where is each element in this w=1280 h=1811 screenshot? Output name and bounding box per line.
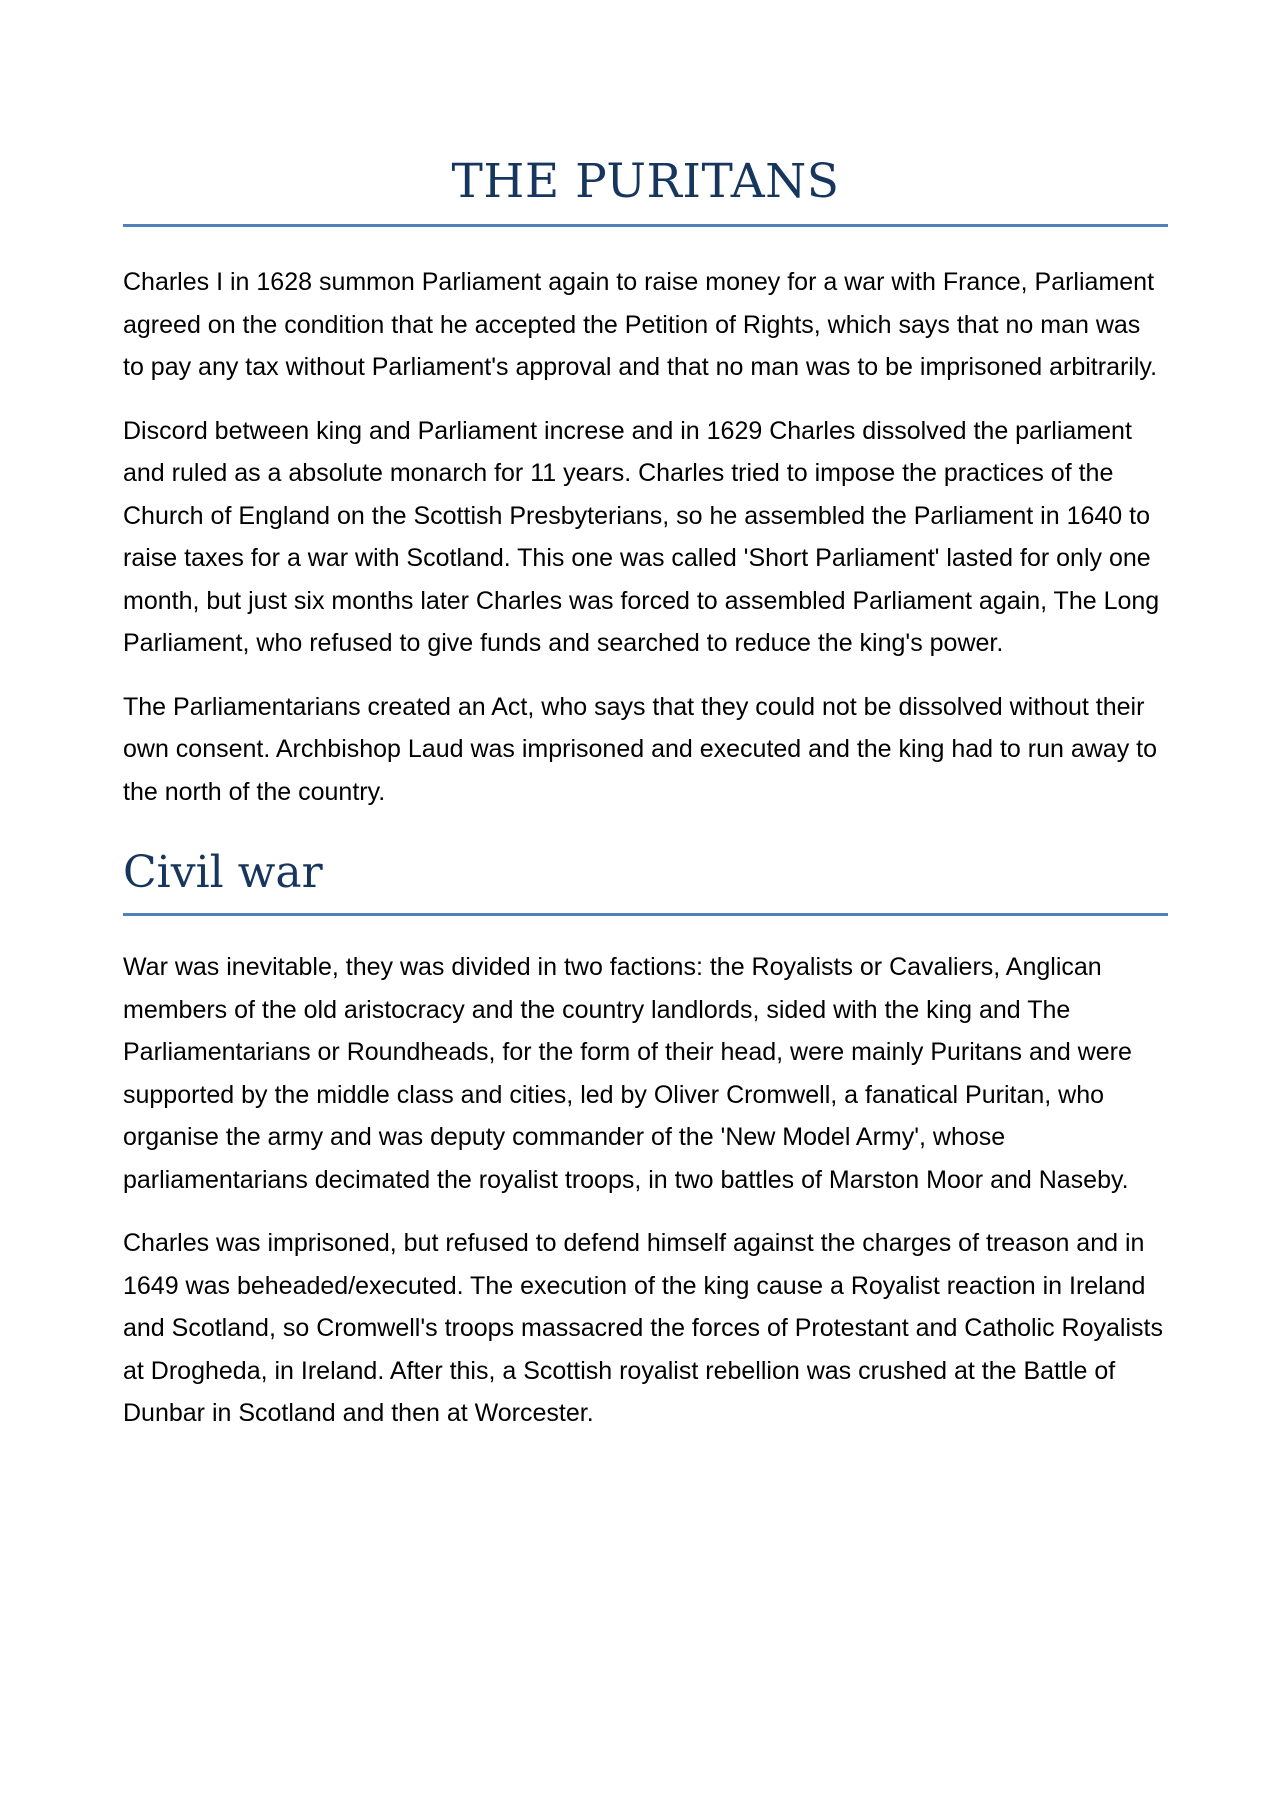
paragraph-factions: War was inevitable, they was divided in two factions: the Royalists or Cavaliers, Anglican members of the old aristocracy and the country landlords, sided with the king and The Parliamentarians or Roundheads, for the form of their head, were mainly Puritans and were supported by the middle class and cities, led by Oliver Cromwell, a fanatical Puritan, who organise the army and was deputy commander of the 'New Model Army', whose parliamentarians decimated the royalist troops, in two battles of Marston Moor and Naseby. <box>123 953 1132 1194</box>
page-title: THE PURITANS <box>451 154 840 209</box>
paragraph-petition-of-rights: Charles I in 1628 summon Parliament again to raise money for a war with France, Parliament agreed on the condition that he accepted the Petition of Rights, which says that no man was to pay any tax without Parliament's approval and that no man was to be imprisoned arbitrarily. <box>123 268 1158 381</box>
title-underline <box>123 224 1168 227</box>
paragraph-execution: Charles was imprisoned, but refused to defend himself against the charges of treason and in 1649 was beheaded/executed. The execution of the king cause a Royalist reaction in Ireland and Scotland, so Cromwell's troops massacred the forces of Protestant and Catholic Royalists at Drogheda, in Ireland. After this, a Scottish royalist rebellion was crushed at the Battle of Dunbar in Scotland and then at Worcester. <box>123 1229 1163 1427</box>
section-underline <box>123 913 1168 916</box>
paragraph-parliament-act: The Parliamentarians created an Act, who says that they could not be dissolved without their own consent. Archbishop Laud was imprisoned and executed and the king had to run away to the north of the country. <box>123 692 1158 806</box>
document-page <box>123 150 1168 1435</box>
section-heading-civil-war: Civil war <box>123 847 323 898</box>
paragraph-short-long-parliament: Discord between king and Parliament increse and in 1629 Charles dissolved the parliament and ruled as a absolute monarch for 11 years. Charles tried to impose the practices of the Church of England on the Scottish Presbyterians, so he assembled the Parliament in 1640 to raise taxes for a war with Scotland. This one was called 'Short Parliament' lasted for only one month, but just six months later Charles was forced to assembled Parliament again, The Long Parliament, who refused to give funds and searched to reduce the king's power. <box>123 416 1160 657</box>
